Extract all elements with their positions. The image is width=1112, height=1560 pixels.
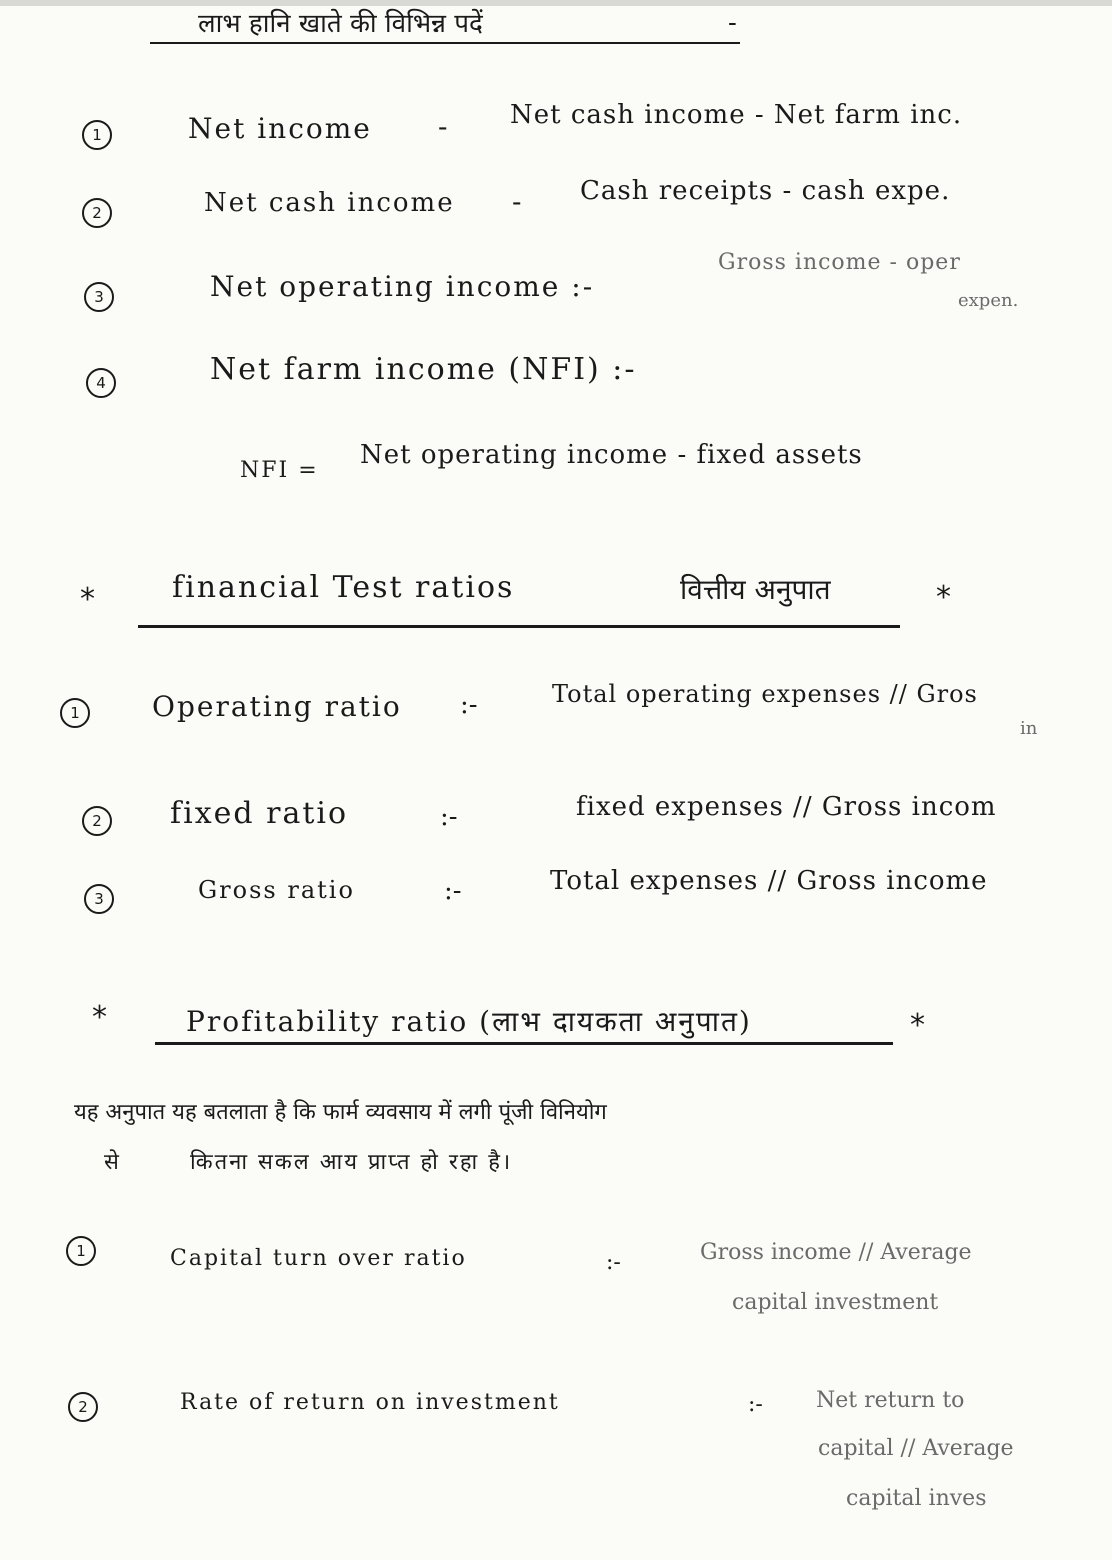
separator: :-	[748, 1392, 763, 1417]
definition-net-cash-income: Cash receipts - cash expe.	[580, 176, 951, 206]
page-title: लाभ हानि खाते की विभिन्न पदें	[198, 9, 483, 39]
section-heading-hindi: वित्तीय अनुपात	[680, 573, 831, 606]
item-number: 1	[82, 120, 112, 150]
definition-continuation: capital inves	[846, 1486, 987, 1511]
paragraph-line: कितना सकल आय प्राप्त हो रहा है।	[190, 1150, 513, 1175]
page-top-edge	[0, 0, 1112, 6]
separator: :-	[606, 1250, 621, 1275]
star-bullet: *	[910, 1008, 925, 1043]
term-net-farm-income: Net farm income (NFI) :-	[210, 352, 637, 387]
term-capital-turn-over-ratio: Capital turn over ratio	[170, 1246, 467, 1271]
definition-continuation: expen.	[958, 290, 1019, 311]
item-number: 2	[82, 806, 112, 836]
section-heading-financial-test-ratios: financial Test ratios	[172, 570, 515, 605]
item-number: 3	[84, 282, 114, 312]
separator: :-	[460, 690, 478, 720]
paragraph-line: यह अनुपात यह बतलाता है कि फार्म व्यवसाय में लगी पूंजी विनियोग	[74, 1100, 607, 1125]
paragraph-line: से	[104, 1150, 119, 1175]
star-bullet: *	[92, 1000, 107, 1035]
item-number: 2	[68, 1392, 98, 1422]
item-number: 1	[66, 1236, 96, 1266]
definition-fixed-ratio: fixed expenses // Gross incom	[576, 792, 997, 822]
term-fixed-ratio: fixed ratio	[170, 796, 349, 831]
separator: -	[512, 185, 522, 218]
title-dash: -	[728, 8, 737, 38]
separator: -	[438, 110, 448, 143]
term-gross-ratio: Gross ratio	[198, 876, 355, 904]
definition-continuation: in	[1020, 718, 1038, 739]
nfi-formula-rhs: Net operating income - fixed assets	[360, 440, 863, 470]
star-bullet: *	[80, 582, 95, 617]
definition-continuation: capital // Average	[818, 1436, 1014, 1461]
section-underline	[155, 1042, 893, 1045]
term-net-cash-income: Net cash income	[204, 188, 455, 218]
definition-rate-of-return: Net return to	[816, 1388, 965, 1413]
term-net-income: Net income	[188, 112, 372, 145]
definition-capital-turn-over: Gross income // Average	[700, 1240, 972, 1265]
separator: :-	[440, 802, 458, 832]
item-number: 1	[60, 698, 90, 728]
star-bullet: *	[936, 580, 951, 615]
separator: :-	[444, 876, 462, 906]
title-underline	[150, 42, 740, 44]
term-operating-ratio: Operating ratio	[152, 690, 402, 723]
item-number: 2	[82, 198, 112, 228]
nfi-formula-lhs: NFI =	[240, 458, 319, 483]
definition-operating-ratio: Total operating expenses // Gros	[552, 680, 978, 708]
term-net-operating-income: Net operating income :-	[210, 270, 595, 303]
item-number: 3	[84, 884, 114, 914]
definition-net-income: Net cash income - Net farm inc.	[510, 100, 963, 130]
section-underline	[138, 625, 900, 628]
item-number: 4	[86, 368, 116, 398]
definition-net-operating-income: Gross income - oper	[718, 250, 961, 275]
section-heading-profitability-ratio: Profitability ratio (लाभ दायकता अनुपात)	[186, 1005, 752, 1038]
definition-gross-ratio: Total expenses // Gross income	[550, 866, 988, 896]
term-rate-of-return-on-investment: Rate of return on investment	[180, 1390, 560, 1415]
definition-continuation: capital investment	[732, 1290, 939, 1315]
